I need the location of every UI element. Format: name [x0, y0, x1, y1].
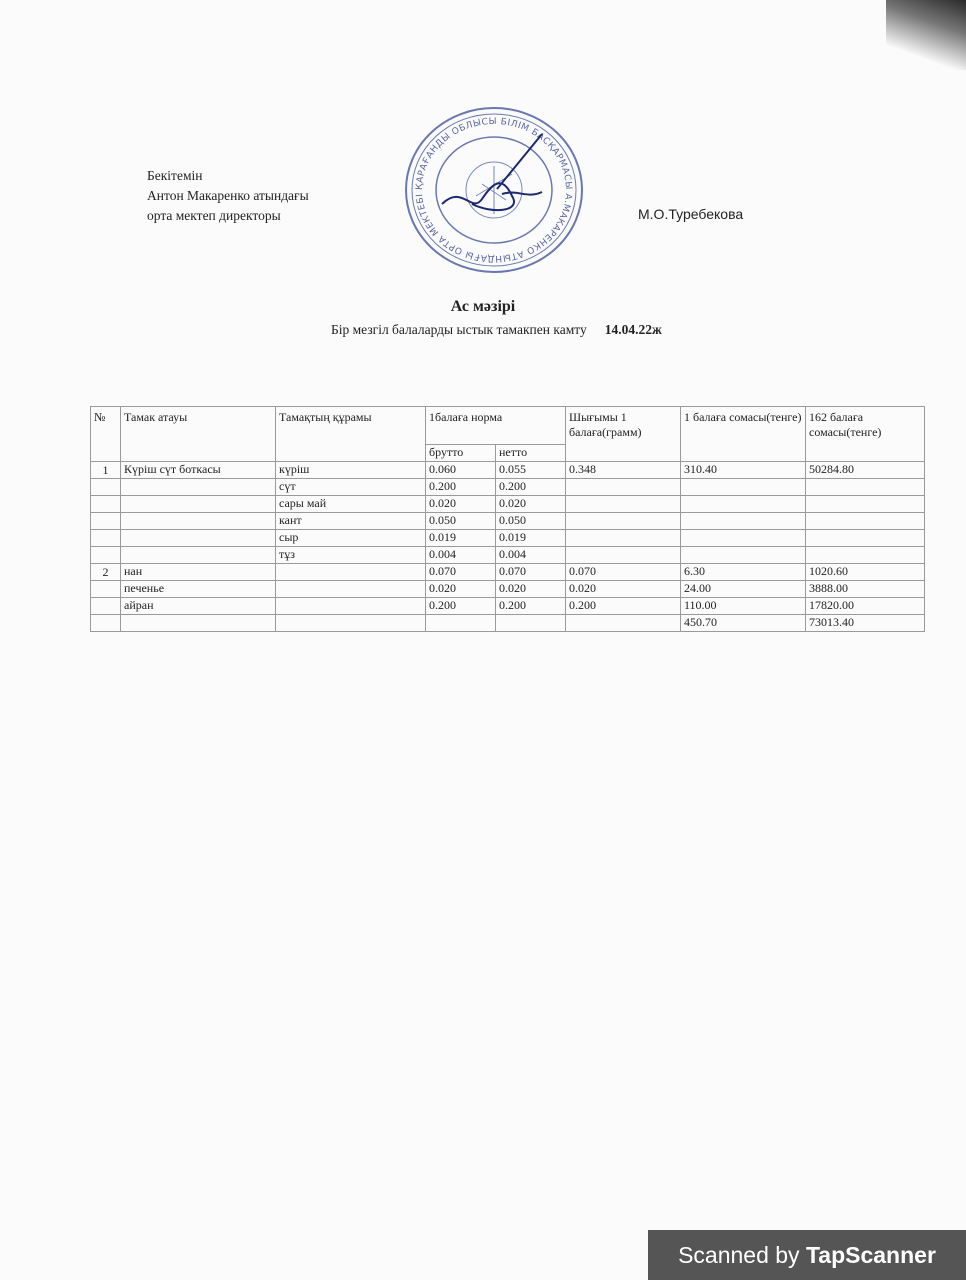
cell-consumption: 0.020 [566, 581, 681, 598]
signature-stroke [442, 134, 542, 210]
cell-name [121, 496, 276, 513]
cell-cost-one: 24.00 [681, 581, 806, 598]
cell-num [91, 496, 121, 513]
cell-brutto: 0.070 [426, 564, 496, 581]
cell-netto: 0.004 [496, 547, 566, 564]
cell-name: печенье [121, 581, 276, 598]
header-brutto: брутто [426, 445, 496, 462]
cell-netto: 0.070 [496, 564, 566, 581]
cell-netto: 0.020 [496, 496, 566, 513]
cell-cost-one [681, 547, 806, 564]
cell-num [91, 598, 121, 615]
cell-name [121, 530, 276, 547]
cell-cost-one [681, 496, 806, 513]
cell-item: сүт [276, 479, 426, 496]
table-row [91, 581, 925, 598]
cell-cost-162 [806, 513, 925, 530]
approval-line-3: орта мектеп директоры [147, 208, 281, 223]
table-row [91, 598, 925, 615]
cell-cost-162: 73013.40 [806, 615, 925, 632]
cell-consumption: 0.070 [566, 564, 681, 581]
cell-cost-one [681, 530, 806, 547]
cell-cost-162 [806, 479, 925, 496]
header-num: № [91, 407, 121, 462]
header-consumption: Шығымы 1 балаға(грамм) [566, 407, 681, 462]
cell-brutto: 0.004 [426, 547, 496, 564]
seal-text: ҚАРАҒАНДЫ ОБЛЫСЫ БІЛІМ БАСҚАРМАСЫ А.МАКАРЕНКО АТЫНДАҒЫ ОРТА МЕКТЕБІ [414, 116, 574, 264]
cell-item [276, 598, 426, 615]
cell-brutto: 0.020 [426, 496, 496, 513]
official-seal [402, 104, 586, 276]
cell-netto: 0.020 [496, 581, 566, 598]
subtitle-text: Бір мезгіл балаларды ыстык тамакпен камту [331, 322, 587, 337]
cell-consumption: 0.348 [566, 462, 681, 479]
header-name: Тамак атауы [121, 407, 276, 462]
cell-name [121, 615, 276, 632]
cell-consumption [566, 547, 681, 564]
cell-name [121, 547, 276, 564]
cell-brutto: 0.019 [426, 530, 496, 547]
cell-brutto: 0.020 [426, 581, 496, 598]
approval-block [147, 166, 309, 226]
cell-item [276, 615, 426, 632]
cell-netto: 0.055 [496, 462, 566, 479]
cell-consumption [566, 479, 681, 496]
cell-consumption [566, 530, 681, 547]
cell-cost-162: 3888.00 [806, 581, 925, 598]
cell-item: сыр [276, 530, 426, 547]
cell-item: тұз [276, 547, 426, 564]
cell-brutto: 0.050 [426, 513, 496, 530]
cell-consumption [566, 615, 681, 632]
header-composition: Тамақтың құрамы [276, 407, 426, 462]
cell-brutto: 0.060 [426, 462, 496, 479]
cell-cost-162 [806, 547, 925, 564]
cell-name: айран [121, 598, 276, 615]
header-cost-162: 162 балаға сомасы(тенге) [806, 407, 925, 462]
cell-num [91, 513, 121, 530]
cell-cost-one: 450.70 [681, 615, 806, 632]
scan-shadow [886, 0, 966, 70]
cell-cost-one: 6.30 [681, 564, 806, 581]
scanner-prefix: Scanned by [678, 1242, 806, 1268]
cell-netto: 0.200 [496, 479, 566, 496]
cell-consumption [566, 513, 681, 530]
cell-cost-one: 310.40 [681, 462, 806, 479]
cell-cost-162: 1020.60 [806, 564, 925, 581]
table-row [91, 479, 925, 496]
cell-cost-one [681, 479, 806, 496]
cell-cost-162: 50284.80 [806, 462, 925, 479]
cell-cost-one [681, 513, 806, 530]
cell-num [91, 479, 121, 496]
cell-brutto [426, 615, 496, 632]
cell-netto: 0.050 [496, 513, 566, 530]
cell-cost-162 [806, 530, 925, 547]
menu-table [90, 406, 925, 632]
table-row [91, 513, 925, 530]
scanner-brand: TapScanner [805, 1242, 936, 1268]
cell-name [121, 479, 276, 496]
cell-consumption: 0.200 [566, 598, 681, 615]
table-row [91, 530, 925, 547]
header-norm: 1балаға норма [426, 407, 566, 445]
page-subtitle [331, 322, 662, 338]
signer-name: М.О.Туребекова [638, 206, 744, 222]
cell-netto: 0.200 [496, 598, 566, 615]
cell-netto [496, 615, 566, 632]
menu-date: 14.04.22ж [604, 322, 662, 337]
cell-item: кант [276, 513, 426, 530]
cell-cost-162 [806, 496, 925, 513]
approval-line-1: Бекітемін [147, 168, 203, 183]
cell-item [276, 564, 426, 581]
header-netto: нетто [496, 445, 566, 462]
cell-item [276, 581, 426, 598]
page-title: Ас мәзірі [450, 298, 516, 315]
cell-consumption [566, 496, 681, 513]
cell-brutto: 0.200 [426, 479, 496, 496]
table-row [91, 547, 925, 564]
table-row [91, 496, 925, 513]
cell-brutto: 0.200 [426, 598, 496, 615]
cell-num [91, 615, 121, 632]
cell-num [91, 530, 121, 547]
table-row [91, 564, 925, 581]
cell-cost-one: 110.00 [681, 598, 806, 615]
header-row [91, 407, 925, 445]
cell-netto: 0.019 [496, 530, 566, 547]
cell-num [91, 547, 121, 564]
table-row [91, 462, 925, 479]
cell-num: 2 [91, 564, 121, 581]
approval-line-2: Антон Макаренко атындағы [147, 188, 309, 203]
scanner-badge [648, 1230, 966, 1280]
cell-name: нан [121, 564, 276, 581]
cell-name: Күріш сүт боткасы [121, 462, 276, 479]
cell-num [91, 581, 121, 598]
cell-item: күріш [276, 462, 426, 479]
cell-name [121, 513, 276, 530]
cell-num: 1 [91, 462, 121, 479]
cell-cost-162: 17820.00 [806, 598, 925, 615]
header-cost-one: 1 балаға сомасы(тенге) [681, 407, 806, 462]
table-row [91, 615, 925, 632]
cell-item: сары май [276, 496, 426, 513]
